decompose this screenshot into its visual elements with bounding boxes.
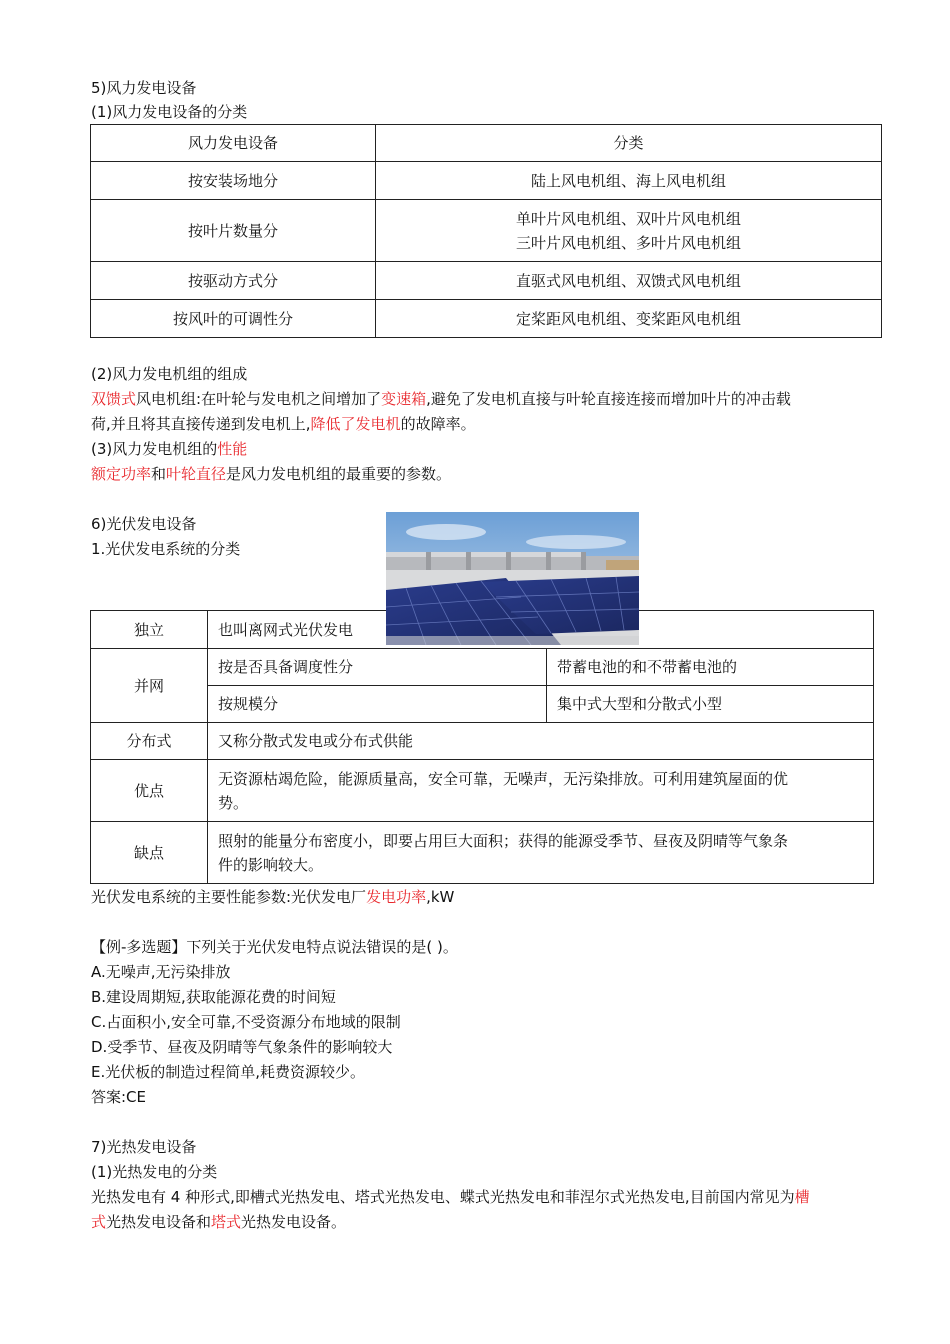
text: 是风力发电机组的最重要的参数。 [226, 465, 452, 483]
example-question: 【例-多选题】下列关于光伏发电特点说法错误的是( )。 [91, 938, 458, 956]
section7-heading: 7)光热发电设备 [91, 1138, 197, 1156]
text: ,kW [426, 888, 455, 906]
performance-para [91, 463, 451, 485]
criterion-cell: 按叶片数量分 [91, 200, 376, 262]
text: 的故障率。 [400, 415, 476, 433]
row-value [208, 822, 874, 884]
table-row [91, 200, 882, 262]
table-row [91, 760, 874, 822]
solar-thermal-para-line1 [91, 1186, 810, 1208]
types-cell: 定桨距风电机组、变桨距风电机组 [376, 300, 882, 338]
section7-sub1: (1)光热发电的分类 [91, 1163, 218, 1181]
value-line: 势。 [218, 793, 249, 812]
text: (3)风力发电机组的 [91, 440, 218, 458]
row-value: 按是否具备调度性分 [208, 649, 547, 686]
highlight-text: 塔式 [211, 1213, 242, 1231]
pv-performance-line [91, 886, 454, 908]
text: 光热发电有 4 种形式,即槽式光热发电、塔式光热发电、蝶式光热发电和菲涅尔式光热发电,目前国内常见为 [91, 1188, 795, 1206]
section6-sub1: 1.光伏发电系统的分类 [91, 540, 241, 558]
section5-sub2: (2)风力发电机组的组成 [91, 365, 248, 383]
solar-panel-photo [386, 512, 639, 645]
composition-para-line1 [91, 388, 791, 410]
value-line: 照射的能量分布密度小，即要占用巨大面积；获得的能源受季节、昼夜及阴晴等气象条 [218, 831, 789, 850]
criterion-cell: 按安装场地分 [91, 162, 376, 200]
row-label: 分布式 [91, 723, 208, 760]
row-value: 带蓄电池的和不带蓄电池的 [547, 649, 874, 686]
value-line: 件的影响较大。 [218, 855, 324, 874]
types-cell [376, 200, 882, 262]
row-value: 按规模分 [208, 686, 547, 723]
text: 光伏发电系统的主要性能参数:光伏发电厂 [91, 888, 367, 906]
row-label: 独立 [91, 611, 208, 649]
highlight-text: 变速箱 [381, 390, 427, 408]
highlight-text: 式 [91, 1213, 107, 1231]
row-value: 又称分散式发电或分布式供能 [208, 723, 874, 760]
highlight-text: 发电功率 [366, 888, 427, 906]
table-row [91, 162, 882, 200]
table-row [91, 300, 882, 338]
row-label: 优点 [91, 760, 208, 822]
highlight-text: 降低了发电机 [310, 415, 401, 433]
option-e: E.光伏板的制造过程简单,耗费资源较少。 [91, 1063, 366, 1081]
row-label: 并网 [91, 649, 208, 723]
wind-equipment-table [90, 124, 882, 338]
table-row [91, 686, 874, 723]
section5-sub3 [91, 438, 247, 460]
table-row [91, 822, 874, 884]
text: 光热发电设备。 [241, 1213, 347, 1231]
header-cell: 风力发电设备 [91, 125, 376, 162]
solar-thermal-para-line2 [91, 1211, 346, 1233]
row-value: 也叫离网式光伏发电 [208, 611, 874, 649]
option-b: B.建设周期短,获取能源花费的时间短 [91, 988, 336, 1006]
criterion-cell: 按风叶的可调性分 [91, 300, 376, 338]
pv-system-table [90, 610, 874, 884]
row-value: 集中式大型和分散式小型 [547, 686, 874, 723]
table-row [91, 262, 882, 300]
text: 荷,并且将其直接传递到发电机上, [91, 415, 311, 433]
highlight-text: 槽 [794, 1188, 810, 1206]
section6-heading: 6)光伏发电设备 [91, 515, 197, 533]
header-cell: 分类 [376, 125, 882, 162]
types-cell: 陆上风电机组、海上风电机组 [376, 162, 882, 200]
composition-para-line2 [91, 413, 476, 435]
section5-sub1: (1)风力发电设备的分类 [91, 103, 248, 121]
types-line: 单叶片风电机组、双叶片风电机组 [515, 209, 741, 228]
highlight-text: 双馈式 [91, 390, 137, 408]
option-a: A.无噪声,无污染排放 [91, 963, 231, 981]
option-c: C.占面积小,安全可靠,不受资源分布地域的限制 [91, 1013, 401, 1031]
option-d: D.受季节、昼夜及阴晴等气象条件的影响较大 [91, 1038, 393, 1056]
solar-panel-icon [386, 512, 639, 645]
table-row [91, 723, 874, 760]
highlight-text: 额定功率 [91, 465, 152, 483]
types-cell: 直驱式风电机组、双馈式风电机组 [376, 262, 882, 300]
criterion-cell: 按驱动方式分 [91, 262, 376, 300]
text: 和 [151, 465, 167, 483]
table-header-row [91, 125, 882, 162]
row-value [208, 760, 874, 822]
text: 风电机组:在叶轮与发电机之间增加了 [136, 390, 382, 408]
table-row [91, 649, 874, 686]
row-label: 缺点 [91, 822, 208, 884]
highlight-text: 性能 [217, 440, 248, 458]
text: ,避免了发电机直接与叶轮直接连接而增加叶片的冲击载 [426, 390, 791, 408]
value-line: 无资源枯竭危险，能源质量高，安全可靠，无噪声，无污染排放。可利用建筑屋面的优 [218, 769, 789, 788]
highlight-text: 叶轮直径 [166, 465, 227, 483]
types-line: 三叶片风电机组、多叶片风电机组 [515, 233, 741, 252]
section5-heading: 5)风力发电设备 [91, 79, 197, 97]
answer: 答案:CE [91, 1088, 147, 1106]
text: 光热发电设备和 [106, 1213, 212, 1231]
